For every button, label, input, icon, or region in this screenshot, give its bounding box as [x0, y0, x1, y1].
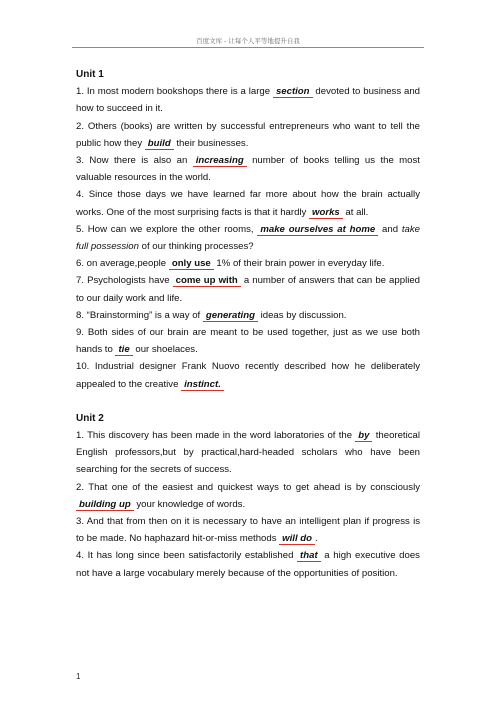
page-number: 1: [76, 672, 81, 681]
answer-blank: section: [273, 86, 313, 98]
unit1-item-6: 6. on average,people only use 1% of their brain power in everyday life.: [76, 258, 385, 270]
answer-blank: building up: [76, 499, 134, 511]
answer-blank: instinct.: [181, 379, 224, 391]
section-gap: [76, 393, 420, 410]
unit2-item-2: 2. That one of the easiest and quickest ways to get ahead is by consciously building up your knowledge of words.: [76, 481, 420, 510]
unit1-item-5: 5. How can we explore the other rooms, make ourselves at home and take full possession of our thinking processes?: [76, 223, 420, 253]
answer-blank: tie: [115, 344, 132, 356]
unit1-heading: Unit 1: [76, 69, 104, 80]
italic-phrase: take full possession: [76, 223, 420, 253]
unit1-item-7: 7. Psychologists have come up with a number of answers that can be applied to our daily work and life.: [76, 275, 420, 304]
answer-blank: only use: [169, 258, 214, 270]
unit1-item-9: 9. Both sides of our brain are meant to be used together, just as we use both hands to tie our shoelaces.: [76, 327, 420, 356]
answer-blank: will do: [279, 533, 315, 545]
answer-blank: make ourselves at home: [257, 224, 378, 236]
unit1-item-1: 1. In most modern bookshops there is a large section devoted to business and how to succeed in it.: [76, 86, 420, 115]
unit2-heading: Unit 2: [76, 412, 104, 424]
document-header: 百度文库 - 让每个人平等地提升自我: [196, 37, 300, 45]
answer-blank: build: [145, 138, 174, 150]
unit1-item-10: 10. Industrial designer Frank Nuovo recently described how he deliberately appealed to the creative instinct.: [76, 361, 420, 390]
document-body: [76, 66, 420, 582]
unit1-item-3: 3. Now there is also an increasing number of books telling us the most valuable resources in the world.: [76, 155, 420, 184]
answer-blank: come up with: [173, 275, 241, 287]
answer-blank: increasing: [193, 155, 247, 167]
unit2-item-1: 1. This discovery has been made in the word laboratories of the by theoretical English professors,but by practical,hard-headed scholars who have been searching for the secrets of success.: [76, 430, 420, 476]
unit1-item-8: 8. “Brainstorming” is a way of generating ideas by discussion.: [76, 309, 347, 321]
unit2-item-3: 3. And that from then on it is necessary to have an intelligent plan if progress is to be made. No haphazard hit-or-miss methods will do .: [76, 516, 420, 545]
unit2-item-4: 4. It has long since been satisfactorily established that a high executive does not have a large vocabulary merely because of the opportunities of position.: [76, 550, 420, 579]
answer-blank: that: [297, 550, 321, 562]
unit1-item-2: 2. Others (books) are written by successful entrepreneurs who want to tell the public how they build their businesses.: [76, 120, 420, 149]
answer-blank: works: [309, 207, 343, 219]
unit1-item-4: 4. Since those days we have learned far more about how the brain actually works. One of the most surprising facts is that it hardly works at all.: [76, 189, 420, 218]
answer-blank: generating: [203, 310, 258, 322]
header-divider: [72, 47, 424, 48]
answer-blank: by: [355, 430, 372, 442]
